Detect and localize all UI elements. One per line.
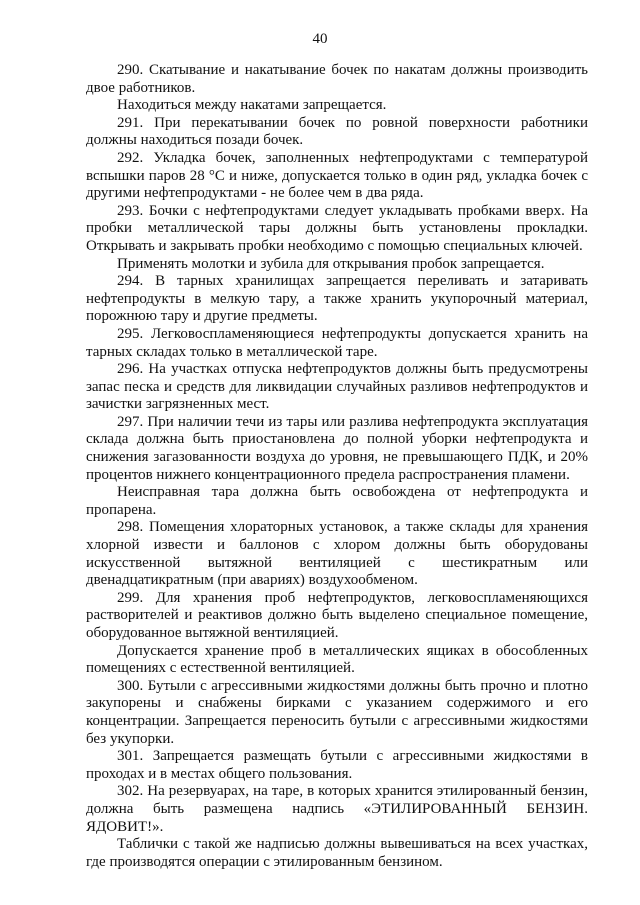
paragraph-299: 299. Для хранения проб нефтепродуктов, легковоспламеняющихся растворителей и реактивов должно быть выделено специальное помещение, оборудованное вытяжной вентиляцией. — [86, 589, 588, 641]
paragraph-300: 300. Бутыли с агрессивными жидкостями должны быть прочно и плотно закупорены и снабжены бирками с указанием содержимого и его концентрации. Запрещается переносить бутыли с агрессивными жидкостями без укупорки. — [86, 677, 588, 747]
paragraph-297-note: Неисправная тара должна быть освобождена от нефтепродукта и пропарена. — [86, 484, 588, 518]
paragraph-302-note: Таблички с такой же надписью должны вывешиваться на всех участках, где производятся операции с этилированным бензином. — [86, 836, 588, 870]
paragraph-297: 297. При наличии течи из тары или разлива нефтепродукта эксплуатация склада должна быть приостановлена до полной уборки нефтепродукта и снижения загазованности воздуха до уровня, не превышающего ПДК, и 20% процентов нижнего концентрационного предела распространения пламени. — [86, 413, 588, 483]
paragraph-299-note: Допускается хранение проб в металлических ящиках в обособленных помещениях с естественной вентиляцией. — [86, 642, 588, 677]
page-body — [86, 62, 588, 871]
paragraph-291: 291. При перекатывании бочек по ровной поверхности работники должны находиться позади бочек. — [86, 114, 588, 149]
paragraph-292: 292. Укладка бочек, заполненных нефтепродуктами с температурой вспышки паров 28 °С и ниже, допускается только в один ряд, укладка бочек с другими нефтепродуктами - не более чем в два ряда. — [86, 149, 588, 202]
paragraph-296: 296. На участках отпуска нефтепродуктов должны быть предусмотрены запас песка и средств для ликвидации случайных разливов нефтепродуктов и зачистки загрязненных мест. — [86, 361, 588, 413]
page-number: 40 — [312, 31, 328, 47]
paragraph-301: 301. Запрещается размещать бутыли с агрессивными жидкостями в проходах и в местах общего пользования. — [86, 748, 588, 782]
paragraph-290: 290. Скатывание и накатывание бочек по накатам должны производить двое работников. — [86, 62, 588, 96]
paragraph-294: 294. В тарных хранилищах запрещается переливать и затаривать нефтепродукты в мелкую тару, а также хранить укупорочный материал, порожнюю тару и другие предметы. — [86, 273, 588, 325]
paragraph-293-note: Применять молотки и зубила для открывания пробок запрещается. — [117, 255, 545, 272]
paragraph-293: 293. Бочки с нефтепродуктами следует укладывать пробками вверх. На пробки металлической тары должны быть установлены прокладки. Открывать и закрывать пробки необходимо с помощью специальных ключей. — [86, 202, 588, 254]
paragraph-290-note: Находиться между накатами запрещается. — [117, 97, 387, 114]
paragraph-298: 298. Помещения хлораторных установок, а также склады для хранения хлорной извести и баллонов с хлором должны быть оборудованы искусственной вытяжной вентиляцией с шестикратным или двенадцатикратным (при авариях) воздухообменом. — [86, 519, 588, 589]
paragraph-302: 302. На резервуарах, на таре, в которых хранится этилированный бензин, должна быть размещена надпись «ЭТИЛИРОВАННЫЙ БЕНЗИН. ЯДОВИТ!». — [86, 783, 588, 835]
paragraph-295: 295. Легковоспламеняющиеся нефтепродукты допускается хранить на тарных складах только в металлической таре. — [86, 325, 588, 360]
